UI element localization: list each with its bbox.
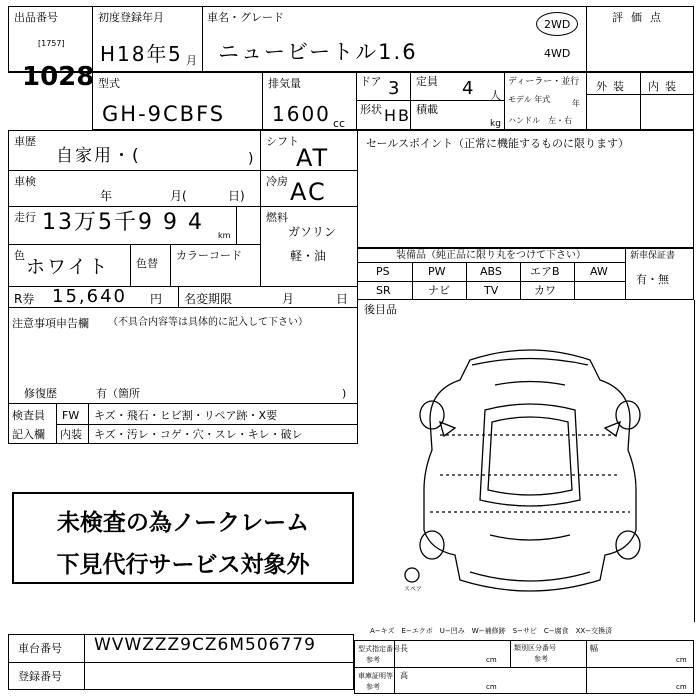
cc-unit: cc xyxy=(333,117,346,130)
divider xyxy=(130,244,131,286)
equip-leather: カワ xyxy=(534,284,556,297)
mileage-value: 13万5千9 9 4 xyxy=(42,210,204,235)
damage-legend: A−キズ E−エクボ U−凹み W−補修跡 S−サビ C−腐食 XX−交換済 xyxy=(370,627,613,635)
fw-label: FW xyxy=(62,409,80,422)
color-swap-label: 色替 xyxy=(136,257,158,270)
month-unit: 月 xyxy=(186,54,197,67)
equip-tv: TV xyxy=(484,284,499,297)
divider xyxy=(202,6,203,72)
height-label: 高 xyxy=(400,671,408,680)
inspector-label-2: 記入欄 xyxy=(12,428,45,441)
warranty-label: 新車保証書 xyxy=(630,251,676,261)
divider xyxy=(178,286,179,308)
doors-label: ドア xyxy=(360,75,382,88)
dealer-ref-label: 車庫証明等 xyxy=(358,672,393,680)
shift-label: シフト xyxy=(266,135,299,148)
notes-hint: （不具合内容等は具体的に記入して下さい） xyxy=(108,317,308,328)
year-unit: 年 xyxy=(572,99,580,108)
equip-pw: PW xyxy=(428,265,446,278)
first-reg-month: 5 xyxy=(168,42,183,66)
int-text: キズ・汚レ・コゲ・穴・スレ・キレ・破レ xyxy=(94,428,303,441)
divider xyxy=(412,262,413,300)
shape-value: HB xyxy=(384,106,412,125)
type-cert-ref: 参考 xyxy=(366,656,380,664)
kg-unit: kg xyxy=(490,119,501,129)
load-label: 積載 xyxy=(416,103,438,116)
divider xyxy=(466,262,467,300)
class-label: 類別区分番号 xyxy=(514,644,556,652)
length-label: 長 xyxy=(400,644,408,653)
width-cm: cm xyxy=(676,656,687,664)
notice-line-1: 未検査の為ノークレーム xyxy=(56,510,310,536)
divider xyxy=(236,206,237,244)
divider xyxy=(170,244,171,286)
first-reg-year: H18年 xyxy=(100,42,169,66)
color-label: 色 xyxy=(14,249,25,262)
yen-unit: 円 xyxy=(150,292,163,306)
lot-number: 1028 xyxy=(22,62,95,92)
divider xyxy=(694,300,695,622)
equip-airbag: エアB xyxy=(530,265,560,278)
ac-label: 冷房 xyxy=(266,175,288,188)
recycle-label: R券 xyxy=(14,292,35,306)
warranty-value: 有・無 xyxy=(636,273,669,286)
model-label: 型式 xyxy=(98,77,120,90)
dealer-ref-ref: 参考 xyxy=(366,683,380,691)
divider xyxy=(356,100,504,101)
name-change-month: 月 xyxy=(282,292,295,306)
handle-label: ハンドル 左・右 xyxy=(508,116,572,125)
divider xyxy=(8,206,358,207)
divider xyxy=(8,662,354,663)
divider xyxy=(640,72,641,130)
inspection-day: 日) xyxy=(228,189,245,203)
displacement-label: 排気量 xyxy=(268,77,301,90)
notes-label: 注意事項申告欄 xyxy=(12,317,89,330)
repair-label: 修復歴 xyxy=(24,387,57,400)
class-ref: 参考 xyxy=(534,655,548,663)
divider xyxy=(356,72,357,130)
name-change-day: 日 xyxy=(336,292,349,306)
fw-text: キズ・飛石・ヒビ割・リペア跡・X要 xyxy=(94,409,278,422)
person-unit: 人 xyxy=(490,89,501,102)
repair-value: 有（箇所 xyxy=(96,387,140,400)
rating-label: 評価点 xyxy=(612,11,669,24)
repair-close: ) xyxy=(342,387,347,400)
doors-value: 3 xyxy=(388,78,402,99)
notice-line-2: 下見代行サービス対象外 xyxy=(56,552,310,578)
inspection-year: 年 xyxy=(100,189,113,203)
interior-label: 内装 xyxy=(648,80,682,93)
fuel-diesel: 軽・油 xyxy=(290,249,327,263)
inspector-label-1: 検査員 xyxy=(12,409,45,422)
seating-value: 4 xyxy=(462,78,476,99)
model-value: GH-9CBFS xyxy=(102,102,226,126)
inspection-label: 車検 xyxy=(14,175,36,188)
length-cm: cm xyxy=(486,656,497,664)
divider xyxy=(520,262,521,300)
chassis-label: 車台番号 xyxy=(18,642,62,655)
lot-sub: [1757] xyxy=(38,39,65,48)
divider xyxy=(358,262,625,263)
divider xyxy=(8,244,260,245)
exterior-label: 外装 xyxy=(596,80,630,93)
sales-point-label: セールスポイント（正常に機能するものに限ります） xyxy=(366,137,630,150)
history-label: 車歴 xyxy=(14,135,36,148)
divider xyxy=(625,248,626,300)
equipment-title: 装備品（純正品に限り丸をつけて下さい） xyxy=(396,250,586,261)
extra-cm: cm xyxy=(676,683,687,691)
car-name-label: 車名・グレード xyxy=(207,11,284,24)
seats-label: 後目品 xyxy=(364,303,397,316)
drive-2wd: 2WD xyxy=(544,18,571,31)
int-label: 内装 xyxy=(60,428,82,441)
model-year-label: モデル 年式 xyxy=(508,95,551,104)
equip-sr: SR xyxy=(376,284,391,297)
equip-navi: ナビ xyxy=(428,284,450,297)
dealer-label: ディーラー・並行 xyxy=(508,77,580,87)
shape-label: 形状 xyxy=(360,103,382,116)
drive-4wd: 4WD xyxy=(544,47,571,60)
displacement-value: 1600 xyxy=(272,102,331,126)
recycle-value: 15,640 xyxy=(52,286,127,307)
equip-aw: AW xyxy=(590,265,608,278)
divider xyxy=(354,667,694,668)
height-cm: cm xyxy=(486,683,497,691)
equip-abs: ABS xyxy=(480,265,502,278)
first-reg-label: 初度登録年月 xyxy=(98,11,164,24)
divider xyxy=(510,640,511,667)
divider xyxy=(262,72,263,130)
chassis-value: WVWZZZ9CZ6M506779 xyxy=(94,635,316,655)
car-body-diagram xyxy=(400,340,660,610)
mileage-label: 走行 xyxy=(14,211,36,224)
divider xyxy=(56,424,358,425)
lot-label: 出品番号 xyxy=(14,11,58,24)
width-label: 幅 xyxy=(590,644,598,653)
divider xyxy=(260,130,261,286)
inspection-month: 月( xyxy=(170,189,187,203)
history-value: 自家用・( xyxy=(56,146,141,166)
fuel-gasoline: ガソリン xyxy=(288,225,337,239)
name-change-label: 名変期限 xyxy=(184,292,233,306)
shift-value: AT xyxy=(296,144,330,172)
history-close: ) xyxy=(248,151,254,167)
type-cert-label: 型式指定番号 xyxy=(358,645,400,653)
divider xyxy=(574,262,575,300)
ac-value: AC xyxy=(290,178,327,206)
color-code-label: カラーコード xyxy=(176,249,242,262)
equip-ps: PS xyxy=(376,265,390,278)
fuel-label: 燃料 xyxy=(266,211,288,224)
seating-label: 定員 xyxy=(416,75,438,88)
car-name: ニュービートル1.6 xyxy=(218,40,418,64)
reg-label: 登録番号 xyxy=(18,670,62,683)
divider xyxy=(504,72,505,130)
color-value: ホワイト xyxy=(26,256,110,278)
km-unit: km xyxy=(218,231,231,240)
spare-label: スペア xyxy=(404,586,423,593)
notice-box xyxy=(12,492,354,584)
divider xyxy=(358,281,625,282)
